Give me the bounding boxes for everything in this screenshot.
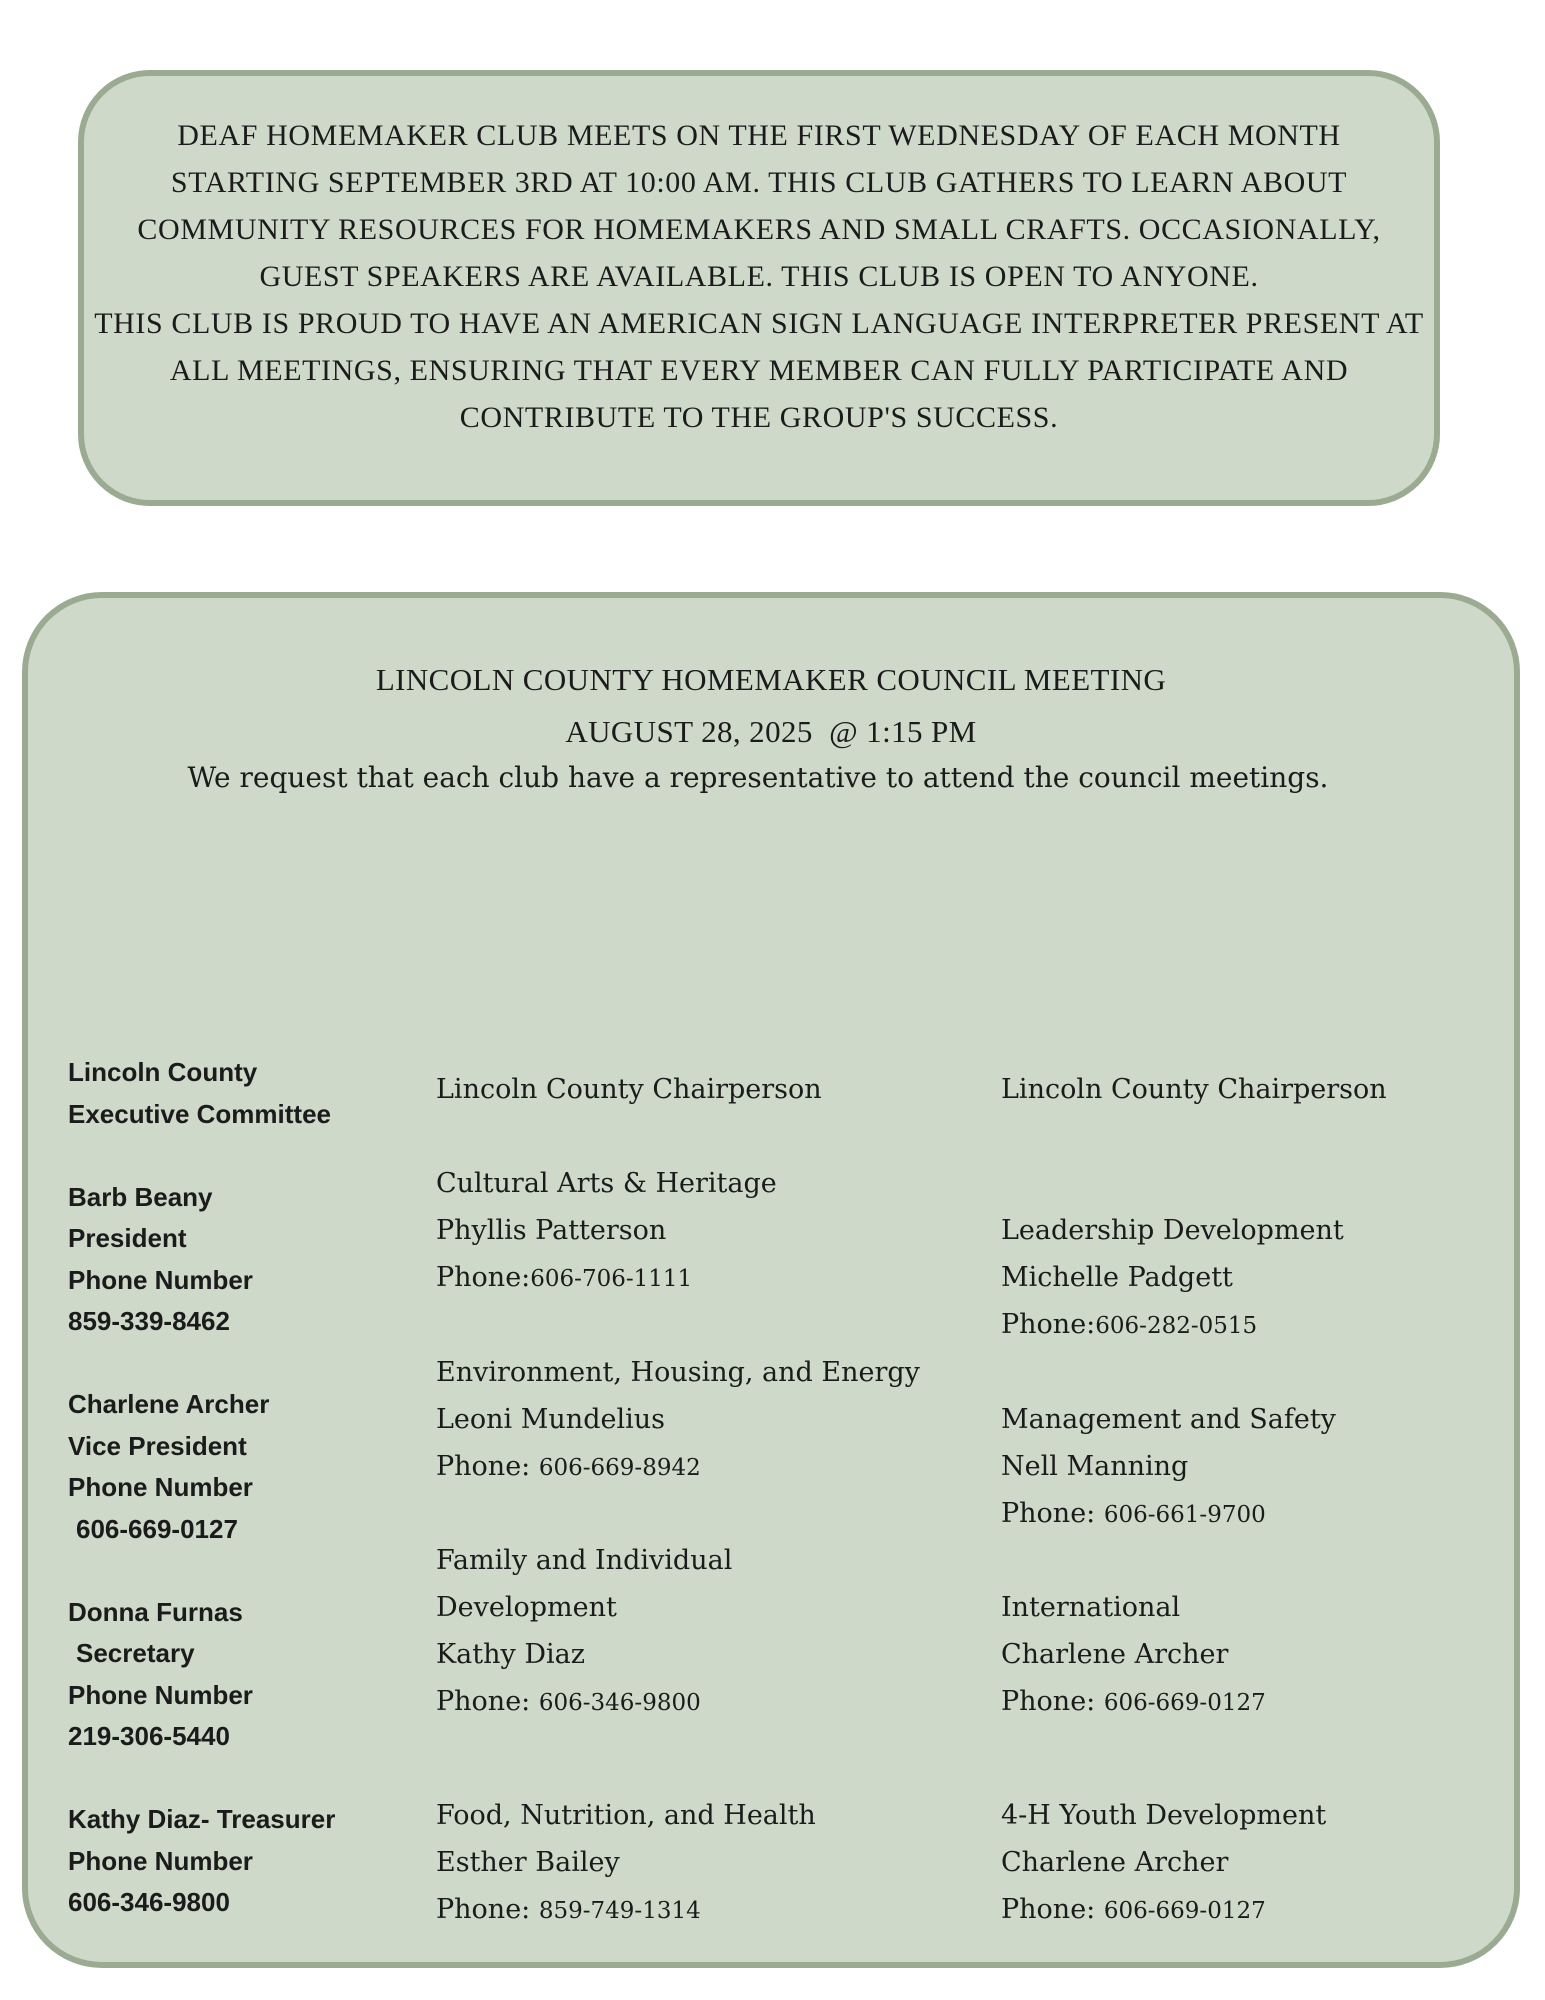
member-phone-label: Phone Number <box>68 1845 253 1876</box>
member-name: Donna Furnas <box>68 1596 243 1627</box>
chair-phone: 606-706-1111 <box>530 1266 693 1292</box>
member-name: Charlene Archer <box>68 1389 270 1419</box>
chairperson-entry <box>436 1160 777 1303</box>
chair-phone-label: Phone: <box>436 1894 539 1925</box>
member-name: Kathy Diaz- Treasurer <box>68 1804 336 1834</box>
member-phone-label: Phone Number <box>68 1472 253 1502</box>
chairperson-entry <box>436 1537 732 1727</box>
chair-name: Charlene Archer <box>1001 1847 1229 1878</box>
chair-name: Nell Manning <box>1001 1451 1189 1482</box>
chair-phone-label: Phone: <box>1001 1309 1096 1340</box>
member-phone: 606-346-9800 <box>68 1887 230 1917</box>
chair-name: Esther Bailey <box>436 1847 620 1878</box>
executive-member <box>68 1384 398 1550</box>
chair-phone-label: Phone: <box>1001 1894 1104 1925</box>
chair-phone-label: Phone: <box>436 1686 539 1717</box>
member-phone: 606-669-0127 <box>76 1513 238 1544</box>
chair-area: Family and Individual <box>436 1545 733 1576</box>
chair-phone-label: Phone: <box>436 1451 539 1482</box>
chair-phone-label: Phone: <box>1001 1686 1104 1717</box>
chair-phone-line <box>436 1254 777 1303</box>
chairperson-entry <box>1001 1584 1266 1727</box>
chair-area: International <box>1001 1592 1181 1623</box>
chair-phone-line <box>1001 1886 1326 1935</box>
executive-member <box>68 1177 398 1343</box>
executive-heading-line1: Lincoln County <box>68 1057 258 1087</box>
chair-name: Phyllis Patterson <box>436 1215 667 1246</box>
chair-phone-line <box>1001 1678 1266 1727</box>
member-phone-label: Phone Number <box>68 1264 253 1295</box>
chair-phone-line <box>436 1886 816 1935</box>
executive-heading-line2: Executive Committee <box>68 1098 331 1129</box>
executive-committee <box>68 1052 398 1965</box>
chair-phone-line <box>436 1678 732 1727</box>
council-title: LINCOLN COUNTY HOMEMAKER COUNCIL MEETING <box>375 662 1167 697</box>
chair-area: Food, Nutrition, and Health <box>436 1800 816 1831</box>
chairperson-entry <box>1001 1207 1344 1350</box>
chairperson-entry <box>1001 1396 1336 1539</box>
chairperson-heading: Lincoln County Chairperson <box>1001 1074 1387 1105</box>
chair-area: 4-H Youth Development <box>1001 1800 1327 1831</box>
chair-phone-label: Phone: <box>1001 1498 1104 1529</box>
member-name: Barb Beany <box>68 1181 213 1212</box>
council-meeting-panel <box>22 592 1520 1968</box>
council-request: We request that each club have a representative to attend the council meetings. <box>187 761 1329 794</box>
deaf-club-paragraph-2: THIS CLUB IS PROUD TO HAVE AN AMERICAN SIGN LANGUAGE INTERPRETER PRESENT AT ALL MEETINGS, ENSURING THAT EVERY MEMBER CAN FULLY PARTICIPATE AND CONTRIBUTE TO THE GROUP'S SUCCESS. <box>94 307 1424 434</box>
member-phone: 859-339-8462 <box>68 1306 230 1336</box>
chairperson-heading: Lincoln County Chairperson <box>436 1074 822 1105</box>
chairperson-entry <box>436 1349 920 1492</box>
chair-area: Development <box>436 1592 617 1623</box>
council-header <box>28 654 1514 758</box>
member-role: Secretary <box>76 1638 195 1668</box>
chair-phone: 859-749-1314 <box>538 1898 701 1924</box>
chair-phone: 606-661-9700 <box>1103 1502 1266 1528</box>
council-date-time: AUGUST 28, 2025 @ 1:15 PM <box>565 714 977 749</box>
chair-name: Kathy Diaz <box>436 1639 585 1670</box>
chair-phone-line <box>1001 1301 1344 1350</box>
chair-phone: 606-669-0127 <box>1103 1898 1266 1924</box>
chair-name: Leoni Mundelius <box>436 1404 665 1435</box>
chair-phone: 606-346-9800 <box>538 1690 701 1716</box>
chair-phone-label: Phone: <box>436 1262 531 1293</box>
chairperson-entry <box>1001 1792 1326 1935</box>
chair-phone: 606-282-0515 <box>1095 1313 1258 1339</box>
chair-name: Charlene Archer <box>1001 1639 1229 1670</box>
chair-area: Cultural Arts & Heritage <box>436 1168 777 1199</box>
deaf-club-paragraph-1: DEAF HOMEMAKER CLUB MEETS ON THE FIRST WEDNESDAY OF EACH MONTH STARTING SEPTEMBER 3RD AT 10:00 AM. THIS CLUB GATHERS TO LEARN ABOUT COMMUNITY RESOURCES FOR HOMEMAKERS AND SMALL CRAFTS. OCCASIONALLY, GUEST SPEAKERS ARE AVAILABLE. THIS CLUB IS OPEN TO ANYONE. <box>137 119 1381 293</box>
chair-phone-line <box>436 1443 920 1492</box>
chair-area: Management and Safety <box>1001 1404 1336 1435</box>
chair-phone-line <box>1001 1490 1336 1539</box>
member-role: Vice President <box>68 1430 247 1461</box>
executive-member <box>68 1799 398 1924</box>
chair-area: Environment, Housing, and Energy <box>436 1357 920 1388</box>
chair-name: Michelle Padgett <box>1001 1262 1233 1293</box>
executive-member <box>68 1592 398 1758</box>
deaf-club-text <box>84 112 1434 441</box>
chairperson-entry <box>436 1792 816 1935</box>
member-phone: 219-306-5440 <box>68 1721 230 1751</box>
chair-phone: 606-669-0127 <box>1103 1690 1266 1716</box>
member-role: President <box>68 1223 187 1253</box>
chair-area: Leadership Development <box>1001 1215 1344 1246</box>
deaf-club-notice <box>78 70 1440 506</box>
member-phone-label: Phone Number <box>68 1679 253 1710</box>
chair-phone: 606-669-8942 <box>538 1455 701 1481</box>
